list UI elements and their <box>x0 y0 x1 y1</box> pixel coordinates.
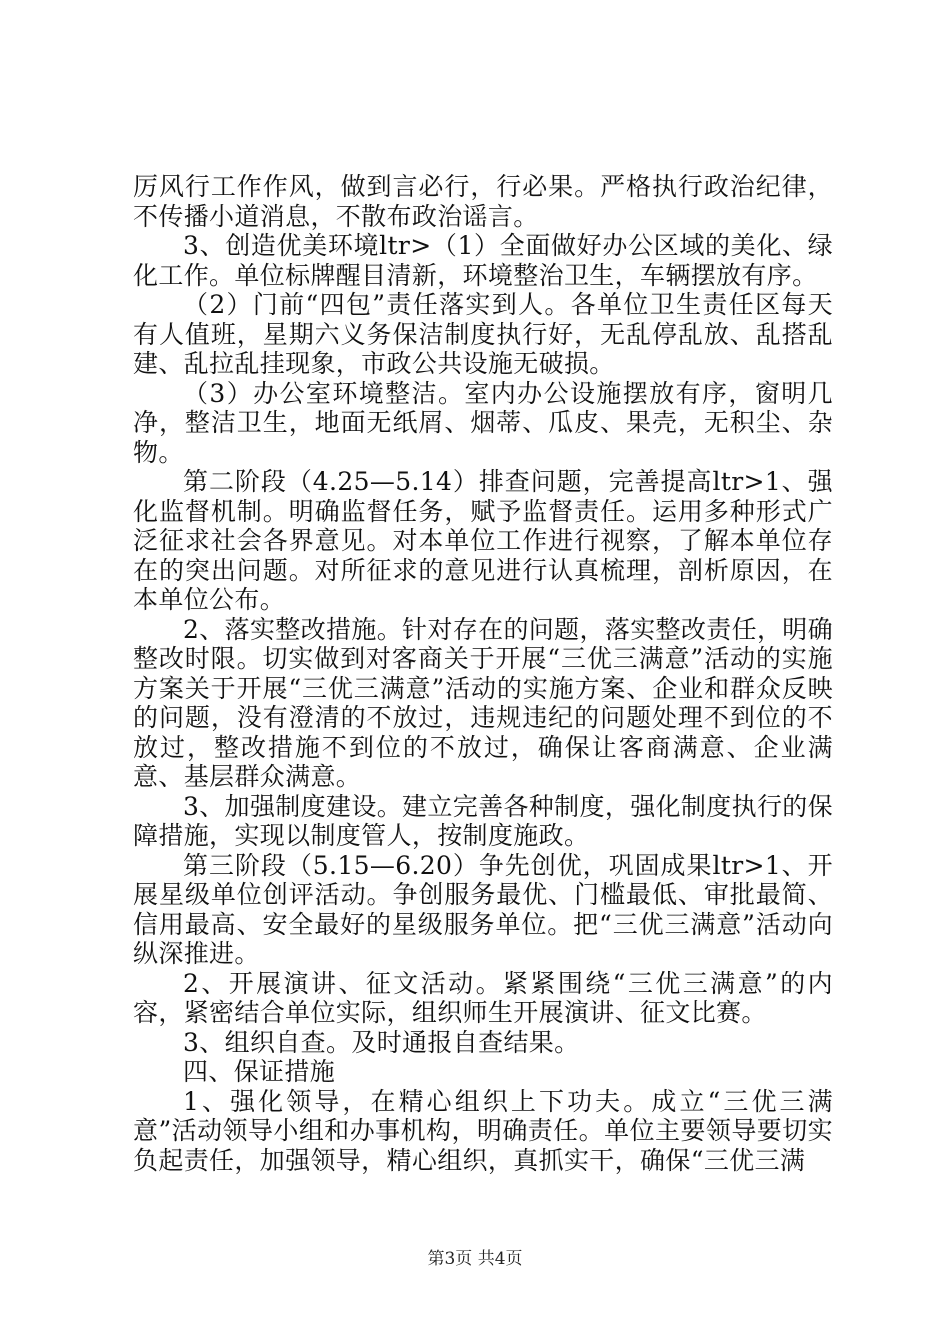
paragraph-12: 1、强化领导，在精心组织上下功夫。成立“三优三满意”活动领导小组和办事机构，明确责任。单位主要领导要切实负起责任，加强领导，精心组织，真抓实干，确保“三优三满 <box>133 1086 833 1175</box>
paragraph-4: （3）办公室环境整洁。室内办公设施摆放有序，窗明几净，整洁卫生，地面无纸屑、烟蒂、瓜皮、果壳，无积尘、杂物。 <box>133 378 833 467</box>
paragraph-5: 第二阶段（4.25—5.14）排查问题，完善提高ltr>1、强化监督机制。明确监督任务，赋予监督责任。运用多种形式广泛征求社会各界意见。对本单位工作进行视察，了解本单位存在的突出问题。对所征求的意见进行认真梳理，剖析原因，在本单位公布。 <box>133 467 833 614</box>
paragraph-1: 厉风行工作作风，做到言必行，行必果。严格执行政治纪律，不传播小道消息，不散布政治谣言。 <box>133 172 833 231</box>
document-body <box>133 172 833 1175</box>
paragraph-2: 3、创造优美环境ltr>（1）全面做好办公区域的美化、绿化工作。单位标牌醒目清新，环境整治卫生，车辆摆放有序。 <box>133 231 833 290</box>
paragraph-10: 3、组织自查。及时通报自查结果。 <box>183 1027 580 1057</box>
page-number-footer: 第3页 共4页 <box>427 1249 523 1269</box>
paragraph-6: 2、落实整改措施。针对存在的问题，落实整改责任，明确整改时限。切实做到对客商关于开展“三优三满意”活动的实施方案关于开展“三优三满意”活动的实施方案、企业和群众反映的问题，没有澄清的不放过，违规违纪的问题处理不到位的不放过，整改措施不到位的不放过，确保让客商满意、企业满意、基层群众满意。 <box>133 614 834 791</box>
paragraph-8: 第三阶段（5.15—6.20）争先创优，巩固成果ltr>1、开展星级单位创评活动。争创服务最优、门槛最低、审批最简、信用最高、安全最好的星级服务单位。把“三优三满意”活动向纵深推进。 <box>133 850 833 968</box>
paragraph-3: （2）门前“四包”责任落实到人。各单位卫生责任区每天有人值班，星期六义务保洁制度执行好，无乱停乱放、乱搭乱建、乱拉乱挂现象，市政公共设施无破损。 <box>133 290 833 378</box>
paragraph-9: 2、开展演讲、征文活动。紧紧围绕“三优三满意”的内容，紧密结合单位实际，组织师生开展演讲、征文比赛。 <box>133 968 833 1027</box>
section-heading: 四、保证措施 <box>183 1057 336 1086</box>
paragraph-7: 3、加强制度建设。建立完善各种制度，强化制度执行的保障措施，实现以制度管人，按制度施政。 <box>133 791 834 850</box>
